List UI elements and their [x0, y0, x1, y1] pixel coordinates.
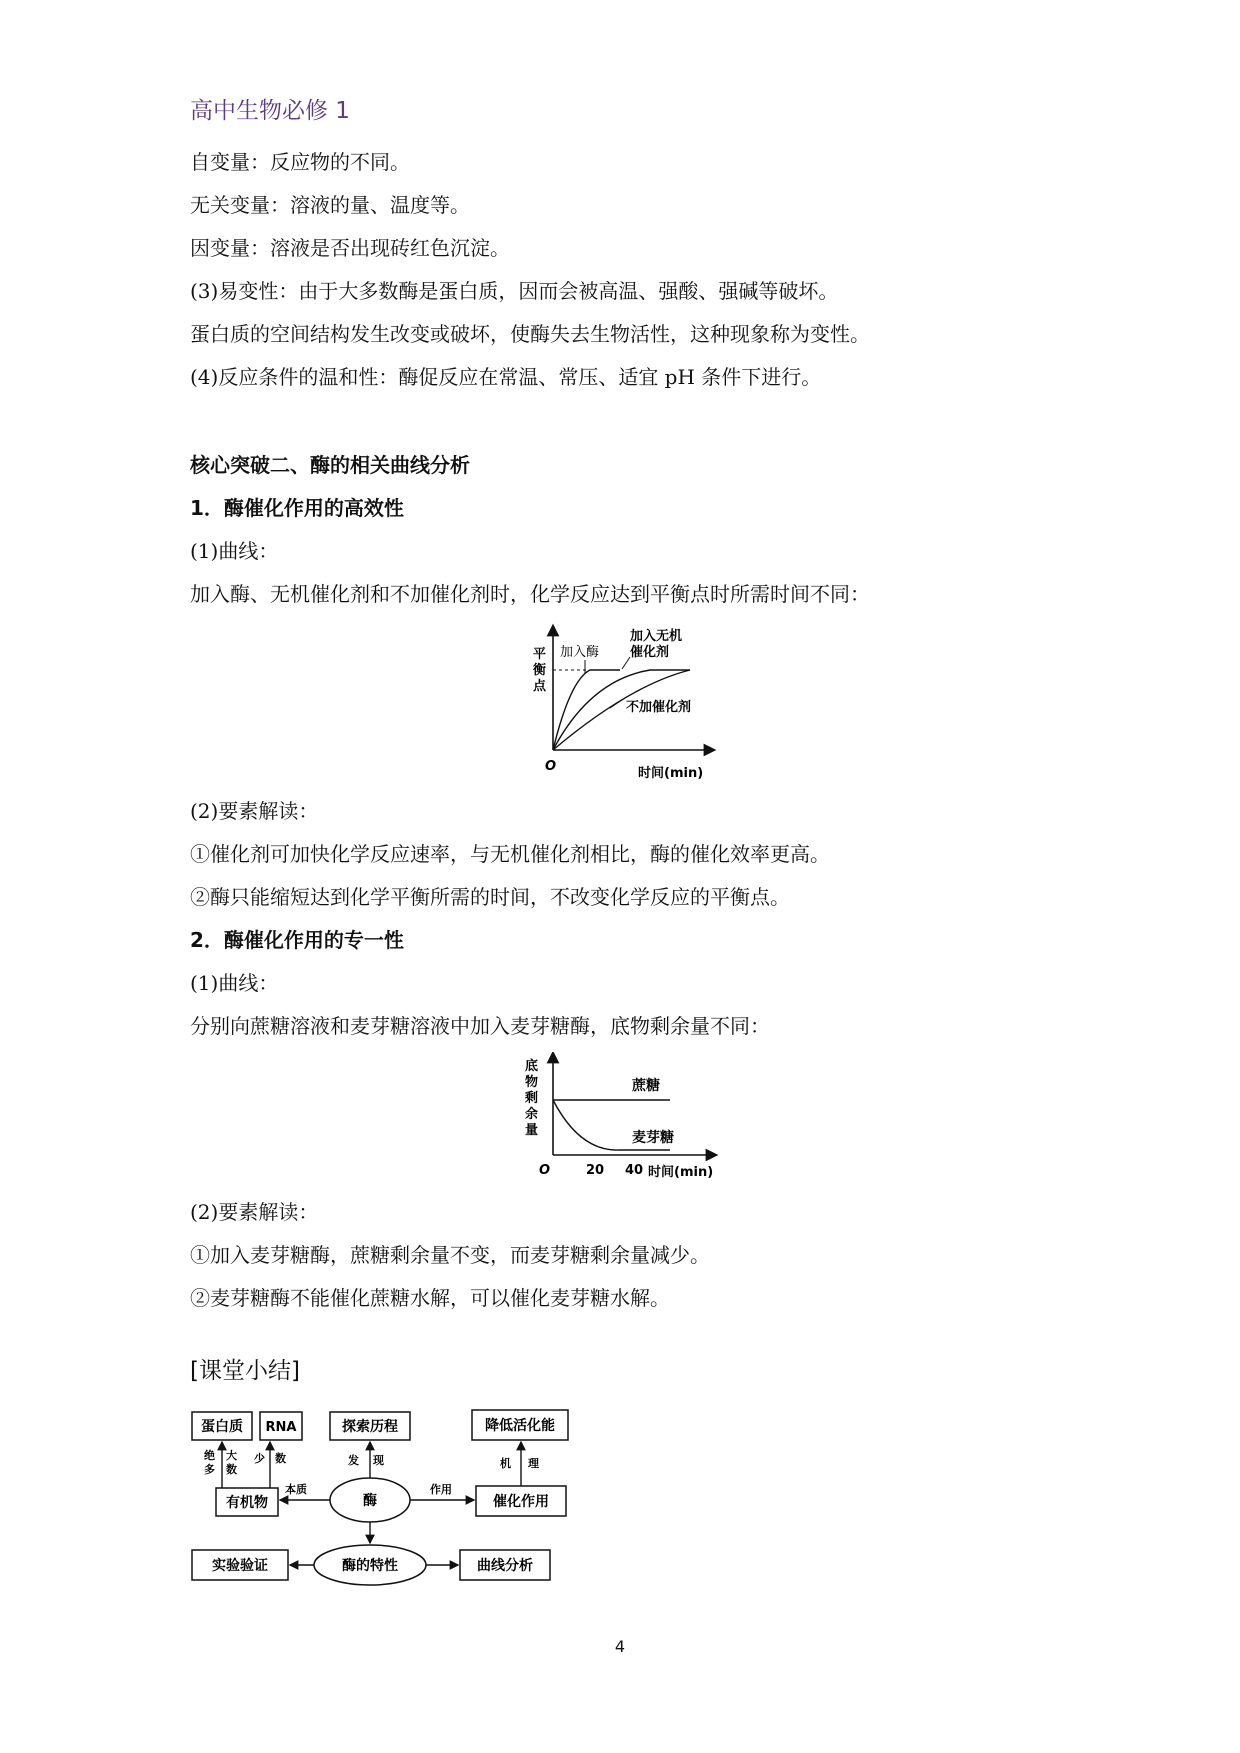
- label-experiment: 实验验证: [212, 1558, 268, 1574]
- label-majority-4: 数: [226, 1463, 237, 1476]
- x-tick-40: 40: [625, 1163, 644, 1178]
- pointer-inorganic: [622, 657, 630, 669]
- label-analysis-2: (2)要素解读：: [190, 1200, 319, 1224]
- y-label-char: 余: [525, 1107, 539, 1122]
- label-enzyme: 加入酶: [560, 645, 600, 660]
- label-characteristics: 酶的特性: [342, 1558, 398, 1574]
- text-irrelevant-variable: 无关变量：溶液的量、温度等。: [190, 193, 470, 217]
- page-header: 高中生物必修 1: [190, 98, 350, 124]
- label-majority-1: 绝: [204, 1449, 215, 1462]
- y-label-char: 量: [525, 1123, 539, 1138]
- label-enzyme: 酶: [363, 1493, 377, 1509]
- chart-efficiency: [530, 620, 730, 790]
- label-curve-analysis: 曲线分析: [477, 1558, 533, 1574]
- label-discover-2: 现: [373, 1454, 384, 1467]
- subsection-title-efficiency: 1．酶催化作用的高效性: [190, 496, 404, 520]
- curve-enzyme: [553, 670, 620, 750]
- label-majority-2: 大: [226, 1449, 237, 1462]
- origin-label: O: [545, 759, 557, 774]
- y-label-char: 剩: [525, 1091, 539, 1106]
- chart-specificity: [520, 1052, 730, 1187]
- label-mechanism-2: 理: [528, 1457, 539, 1470]
- label-mechanism-1: 机: [500, 1457, 511, 1470]
- y-label-char: 物: [525, 1075, 539, 1090]
- text-point-2-1: ①加入麦芽糖酶，蔗糖剩余量不变，而麦芽糖剩余量减少。: [190, 1243, 710, 1267]
- text-independent-variable: 自变量：反应物的不同。: [190, 150, 410, 174]
- x-tick-20: 20: [586, 1163, 605, 1178]
- label-essence: 本质: [285, 1483, 307, 1496]
- label-inorganic-line1: 加入无机: [630, 629, 683, 644]
- summary-title: [课堂小结]: [190, 1358, 300, 1384]
- text-point-1-1: ①催化剂可加快化学反应速率，与无机催化剂相比，酶的催化效率更高。: [190, 842, 830, 866]
- label-protein: 蛋白质: [201, 1419, 243, 1435]
- text-curve-desc-1: 加入酶、无机催化剂和不加催化剂时，化学反应达到平衡点时所需时间不同：: [190, 582, 870, 606]
- label-function: 作用: [430, 1483, 452, 1496]
- text-curve-desc-2: 分别向蔗糖溶液和麦芽糖溶液中加入麦芽糖酶，底物剩余量不同：: [190, 1014, 770, 1038]
- label-analysis-1: (2)要素解读：: [190, 799, 319, 823]
- text-point-1-2: ②酶只能缩短达到化学平衡所需的时间，不改变化学反应的平衡点。: [190, 885, 790, 909]
- y-label-char: 衡: [533, 663, 547, 678]
- label-majority-3: 多: [204, 1463, 215, 1476]
- y-label-char: 底: [525, 1059, 539, 1074]
- label-minority-1: 少: [254, 1452, 265, 1465]
- label-maltose: 麦芽糖: [632, 1130, 674, 1146]
- x-axis-label: 时间(min): [638, 766, 704, 781]
- section-title-curve-analysis: 核心突破二、酶的相关曲线分析: [190, 453, 470, 477]
- text-denaturation: 蛋白质的空间结构发生改变或破坏，使酶失去生物活性，这种现象称为变性。: [190, 322, 870, 346]
- text-lability: (3)易变性：由于大多数酶是蛋白质，因而会被高温、强酸、强碱等破坏。: [190, 279, 839, 303]
- y-label-char: 平: [533, 647, 547, 662]
- label-inorganic-line2: 催化剂: [630, 645, 670, 660]
- label-organic: 有机物: [226, 1495, 268, 1511]
- subsection-title-specificity: 2．酶催化作用的专一性: [190, 928, 404, 952]
- x-axis-label: 时间(min): [648, 1165, 714, 1180]
- y-label-char: 点: [533, 679, 547, 694]
- pointer-no-catalyst: [610, 698, 625, 708]
- origin-label: O: [539, 1163, 551, 1178]
- page-number: 4: [614, 1637, 626, 1656]
- label-rna: RNA: [265, 1420, 297, 1435]
- label-no-catalyst: 不加催化剂: [626, 700, 692, 715]
- summary-diagram: [190, 1402, 590, 1602]
- label-minority-2: 数: [275, 1452, 286, 1465]
- text-dependent-variable: 因变量：溶液是否出现砖红色沉淀。: [190, 236, 510, 260]
- label-curve-2: (1)曲线：: [190, 971, 279, 995]
- label-curve-1: (1)曲线：: [190, 539, 279, 563]
- label-history: 探索历程: [342, 1419, 398, 1435]
- label-lower-energy: 降低活化能: [485, 1418, 555, 1434]
- label-catalysis: 催化作用: [493, 1494, 549, 1510]
- text-point-2-2: ②麦芽糖酶不能催化蔗糖水解，可以催化麦芽糖水解。: [190, 1286, 670, 1310]
- label-discover-1: 发: [348, 1454, 359, 1467]
- label-sucrose: 蔗糖: [632, 1078, 660, 1094]
- text-mild-conditions: (4)反应条件的温和性：酶促反应在常温、常压、适宜 pH 条件下进行。: [190, 365, 822, 389]
